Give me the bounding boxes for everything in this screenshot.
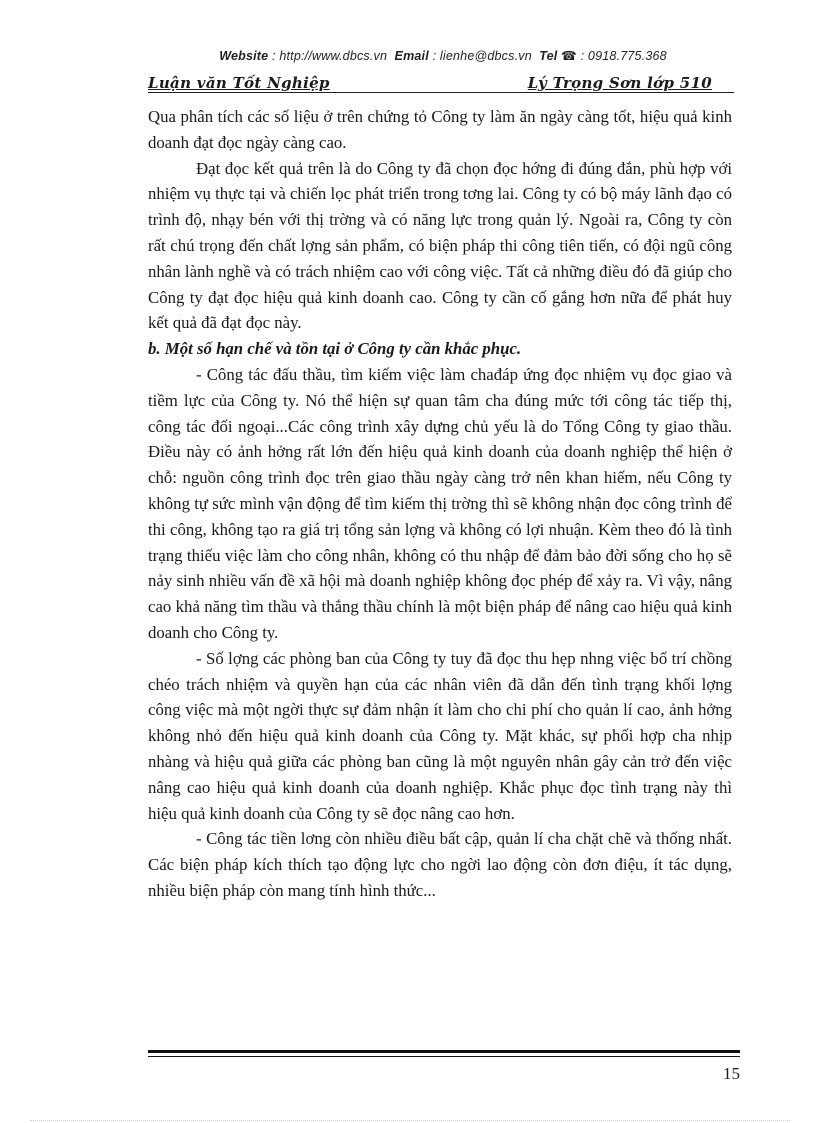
page-number: 15 — [723, 1064, 740, 1083]
email-value: : lienhe@dbcs.vn — [432, 49, 532, 63]
page-body — [148, 104, 732, 904]
paragraph-1: Qua phân tích các số liệu ở trên chứng tỏ Công ty làm ăn ngày càng tốt, hiệu quả kinh doanh đạt đọc ngày càng cao. — [148, 107, 732, 152]
footer-rule-thick — [148, 1050, 740, 1053]
paragraph-3: - Công tác đấu thầu, tìm kiếm việc làm chađáp ứng đọc nhiệm vụ đọc giao và tiềm lực của Công ty. Nó thể hiện sự quan tâm cha đúng mức tới công tác tiếp thị, công tác đối ngoại...Các công trình xây dựng chủ yếu là do Tổng Công ty giao thầu. Điều này có ảnh hởng rất lớn đến hiệu quả kinh doanh của doanh nghiệp thể hiện ở chỗ: nguồn công trình đọc trên giao thầu ngày càng trở nên khan hiếm, nếu Công ty không tự sức mình vận động để tìm kiếm thị trờng thì sẽ không nhận đọc công trình để thi công, không tạo ra giá trị tổng sản lợng và không có lợi nhuận. Kèm theo đó là tình trạng thiếu việc làm cho công nhân, không có thu nhập để đảm bảo đời sống cho họ sẽ nảy sinh nhiều vấn đề xã hội mà doanh nghiệp không đọc phép để xảy ra. Vì vậy, nâng cao khả năng tìm thầu và thắng thầu chính là một biện pháp để nâng cao hiệu quả kinh doanh cho Công ty. — [148, 364, 732, 642]
running-header — [148, 70, 734, 93]
author-class: Lý Trọng Sơn lớp 510 — [527, 74, 712, 92]
website-label: Website — [219, 49, 269, 63]
paragraph-2: Đạt đọc kết quả trên là do Công ty đã chọn đọc hớng đi đúng đắn, phù hợp với nhiệm vụ thực tại và chiến lọc phát triển trong tơng lai. Công ty có bộ máy lãnh đạo có trình độ, nhạy bén với thị trờng và có năng lực trong quản lý. Ngoài ra, Công ty còn rất chú trọng đến chất lợng sản phẩm, có biện pháp thi công tiên tiến, có đội ngũ công nhân lành nghề và có trách nhiệm cao với công việc. Tất cả những điều đó đã giúp cho Công ty đạt đọc hiệu quả kinh doanh cao. Công ty cần cố gắng hơn nữa để phát huy kết quả đã đạt đọc này. — [148, 158, 732, 333]
email-label: Email — [394, 49, 429, 63]
paragraph-5: - Công tác tiền lơng còn nhiều điều bất cập, quản lí cha chặt chẽ và thống nhất. Các biện pháp kích thích tạo động lực cho ngời lao động còn đơn điệu, ít tác dụng, nhiều biện pháp còn mang tính hình thức... — [148, 829, 732, 900]
footer-rule-thin — [148, 1056, 740, 1057]
tel-value: : 0918.775.368 — [580, 49, 667, 63]
tel-label: Tel — [539, 49, 558, 63]
website-url: : http://www.dbcs.vn — [272, 49, 388, 63]
website-contact-line — [148, 48, 738, 63]
page-edge-divider — [30, 1120, 790, 1121]
paragraph-4: - Số lợng các phòng ban của Công ty tuy đã đọc thu hẹp nhng việc bố trí chồng chéo trách nhiệm và quyền hạn của các nhân viên đã dẫn đến tình trạng khối lợng công việc mà một ngời thực sự đảm nhận ít làm cho chi phí cho quản lí cao, ảnh hởng không nhỏ đến hiệu quả kinh doanh của Công ty. Mặt khác, sự phối hợp cha nhịp nhàng và hiệu quả giữa các phòng ban cũng là một nguyên nhân gây cản trở đến việc nâng cao hiệu quả kinh doanh của doanh nghiệp. Khắc phục đọc tình trạng này thì hiệu quả kinh doanh của Công ty sẽ đọc nâng cao hơn. — [148, 648, 732, 823]
phone-icon: ☎ — [561, 49, 577, 63]
thesis-title: Luận văn Tốt Nghiệp — [148, 74, 330, 92]
section-heading: b. Một số hạn chế và tồn tại ở Công ty cần khắc phục. — [148, 339, 522, 359]
